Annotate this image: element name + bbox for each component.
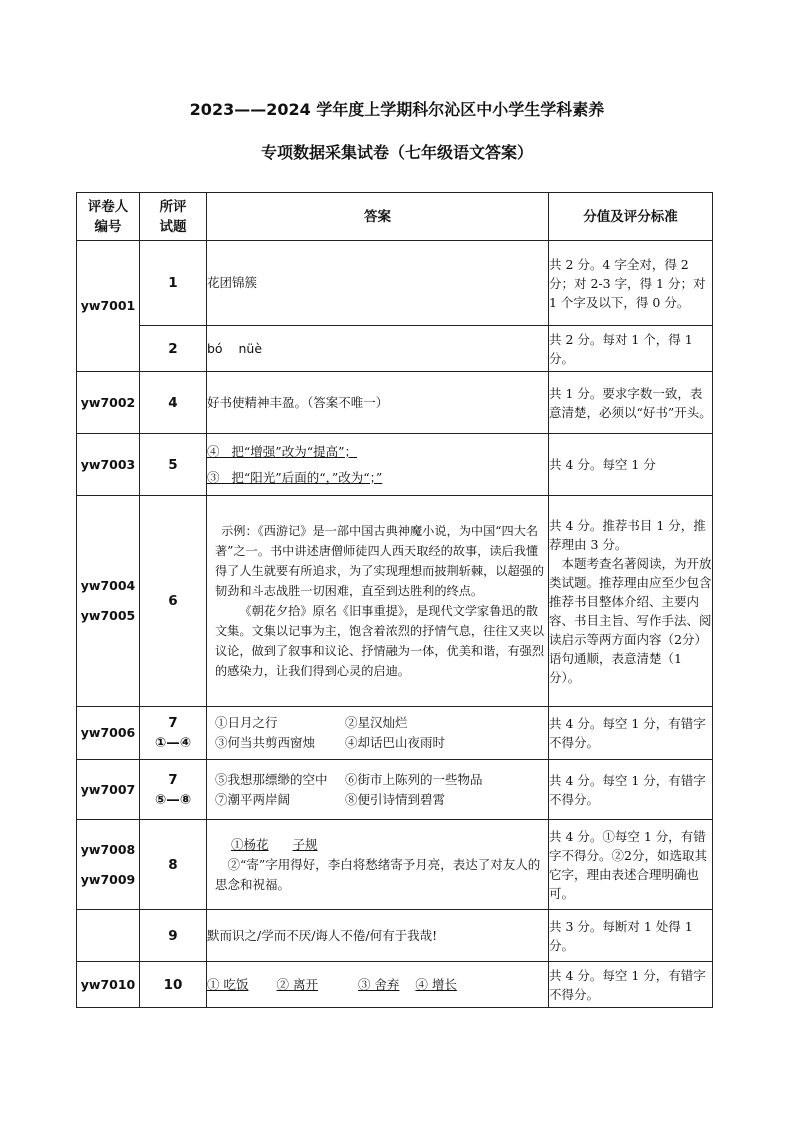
reviewer-id: yw7006: [77, 707, 140, 760]
header-reviewer: 评卷人 编号: [77, 193, 140, 241]
score-criteria: 共 4 分。每空 1 分: [549, 434, 713, 496]
table-row: [77, 910, 713, 962]
answer-text: 好书使精神丰盈。（答案不唯一）: [207, 372, 549, 434]
table-row: [77, 372, 713, 434]
header-score: 分值及评分标准: [549, 193, 713, 241]
table-row: [77, 962, 713, 1008]
reviewer-id: yw7007: [77, 760, 140, 820]
answer-text: ⑤我想那缥缈的空中 ⑥街市上陈列的一些物品 ⑦潮平两岸阔 ⑧便引诗情到碧霄: [207, 760, 549, 820]
question-number: 1: [140, 241, 207, 326]
answer-text: ①杨花 子规 ②“寄”字用得好，李白将愁绪寄予月亮，表达了对友人的思念和祝福。: [207, 820, 549, 910]
score-criteria: 共 4 分。每空 1 分，有错字不得分。: [549, 707, 713, 760]
table-header-row: [77, 193, 713, 241]
score-criteria: 共 4 分。每空 1 分，有错字不得分。: [549, 760, 713, 820]
answer-text: 花团锦簇: [207, 241, 549, 326]
reviewer-id: yw7004 yw7005: [77, 496, 140, 707]
answer-text: bó nüè: [207, 326, 549, 372]
table-row: [77, 326, 713, 372]
question-number: 4: [140, 372, 207, 434]
reviewer-id: yw7001: [77, 241, 140, 372]
table-row: [77, 496, 713, 707]
title-line-1: 2023——2024 学年度上学期科尔沁区中小学生学科素养: [189, 100, 605, 119]
question-number: 5: [140, 434, 207, 496]
answer-text: 默而识之/学而不厌/诲人不倦/何有于我哉!: [207, 910, 549, 962]
score-criteria: 共 2 分。每对 1 个，得 1 分。: [549, 326, 713, 372]
table-row: [77, 760, 713, 820]
answer-table: [76, 192, 713, 1008]
table-row: [77, 820, 713, 910]
table-row: [77, 241, 713, 326]
score-criteria: 共 3 分。每断对 1 处得 1 分。: [549, 910, 713, 962]
title-line-2: 专项数据采集试卷（七年级语文答案）: [260, 143, 533, 162]
reviewer-id: yw7003: [77, 434, 140, 496]
score-criteria: 共 4 分。①每空 1 分，有错字不得分。②2分，如选取其它字，理由表述合理明确也可。: [549, 820, 713, 910]
table-row: [77, 434, 713, 496]
answer-text: ①日月之行 ②星汉灿烂 ③何当共剪西窗烛 ④却话巴山夜雨时: [207, 707, 549, 760]
question-number: 7 ①—④: [140, 707, 207, 760]
reviewer-id: [77, 910, 140, 962]
question-number: 2: [140, 326, 207, 372]
header-answer: 答案: [207, 193, 549, 241]
answer-text: ① 吃饭 ② 离开 ③ 舍弃 ④ 增长: [207, 962, 549, 1008]
header-question: 所评 试题: [140, 193, 207, 241]
score-criteria: 共 1 分。要求字数一致，表意清楚，必须以“好书”开头。: [549, 372, 713, 434]
question-number: 8: [140, 820, 207, 910]
reviewer-id: yw7008 yw7009: [77, 820, 140, 910]
answer-text: 示例：《西游记》是一部中国古典神魔小说，为中国“四大名著”之一。书中讲述唐僧师徒四人西天取经的故事，读后我懂得了人生就要有所追求，为了实现理想而披荆斩棘，以超强的韧劲和斗志战胜一切困难，直至到达胜利的终点。 《朝花夕拾》原名《旧事重提》，是现代文学家鲁迅的散文集。文集以记事为主，饱含着浓烈的抒情气息，往往又夹以议论，做到了叙事和议论、抒情融为一体，优美和谐，有强烈的感染力，让我们得到心灵的启迪。: [207, 496, 549, 707]
score-criteria: 共 4 分。每空 1 分，有错字不得分。: [549, 962, 713, 1008]
question-number: 10: [140, 962, 207, 1008]
reviewer-id: yw7010: [77, 962, 140, 1008]
answer-text: ④ 把“增强”改为“提高”； ③ 把“阳光”后面的“，”改为“；”: [207, 434, 549, 496]
question-number: 9: [140, 910, 207, 962]
question-number: 6: [140, 496, 207, 707]
question-number: 7 ⑤—⑧: [140, 760, 207, 820]
table-row: [77, 707, 713, 760]
score-criteria: 共 2 分。4 字全对，得 2 分；对 2-3 字，得 1 分；对 1 个字及以下，得 0 分。: [549, 241, 713, 326]
score-criteria: 共 4 分。推荐书目 1 分，推荐理由 3 分。 本题考查名著阅读，为开放类试题。推荐理由应至少包含推荐书目整体介绍、主要内容、书目主旨、写作手法、阅读启示等两方面内容（2分）语句通顺，表意清楚（1分）。: [549, 496, 713, 707]
reviewer-id: yw7002: [77, 372, 140, 434]
